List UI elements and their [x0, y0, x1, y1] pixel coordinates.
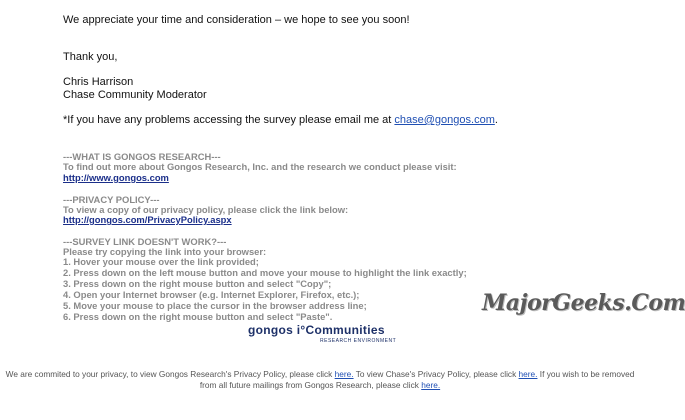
gongos-privacy-link[interactable]: here.: [334, 369, 354, 379]
gongos-website-link[interactable]: http://www.gongos.com: [63, 172, 169, 183]
signature-name: Chris Harrison: [63, 76, 134, 88]
logo-tagline: RESEARCH ENVIRONMENT: [320, 338, 397, 344]
footer-part1: We are commited to your privacy, to view Gongos Research's Privacy Policy, please click: [5, 369, 333, 379]
survey-step: 3. Press down on the right mouse button and select "Copy";: [63, 278, 332, 289]
gongos-logo: [248, 323, 397, 344]
privacy-text: To view a copy of our privacy policy, please click the link below:: [63, 204, 349, 215]
problem-line: [63, 114, 498, 126]
logo-name: gongos i°Communities: [248, 323, 385, 337]
survey-step: 6. Press down on the right mouse button and select "Paste".: [63, 311, 333, 322]
footer-text: [0, 369, 640, 391]
problem-end: .: [494, 114, 498, 126]
survey-step: 4. Open your Internet browser (e.g. Internet Explorer, Firefox, etc.);: [63, 289, 360, 300]
privacy-policy-link[interactable]: http://gongos.com/PrivacyPolicy.aspx: [63, 214, 232, 225]
survey-header: ---SURVEY LINK DOESN'T WORK?---: [63, 236, 227, 247]
privacy-header: ---PRIVACY POLICY---: [63, 194, 160, 205]
research-header: ---WHAT IS GONGOS RESEARCH---: [63, 151, 221, 162]
thanks-text: Thank you,: [63, 51, 118, 63]
unsubscribe-link[interactable]: here.: [421, 380, 441, 390]
signature-title: Chase Community Moderator: [63, 89, 207, 101]
chase-privacy-link[interactable]: here.: [518, 369, 538, 379]
footer-part3: If you wish to be removed from all future mailings from Gongos Research, please click: [199, 369, 635, 390]
survey-steps-list: [63, 256, 467, 322]
majorgeeks-watermark: MajorGeeks.Com: [482, 290, 685, 316]
appreciation-text: We appreciate your time and consideration – we hope to see you soon!: [63, 14, 410, 26]
moderator-email-link[interactable]: chase@gongos.com: [394, 114, 495, 126]
problem-text: *If you have any problems accessing the survey please email me at: [63, 114, 392, 126]
survey-step: 5. Move your mouse to place the cursor in the browser address line;: [63, 300, 367, 311]
research-text: To find out more about Gongos Research, Inc. and the research we conduct please visit:: [63, 161, 457, 172]
survey-step: 1. Hover your mouse over the link provided;: [63, 256, 259, 267]
survey-intro: Please try copying the link into your browser:: [63, 246, 267, 257]
survey-step: 2. Press down on the left mouse button and move your mouse to highlight the link exactly;: [63, 267, 467, 278]
footer-part2: To view Chase's Privacy Policy, please click: [355, 369, 517, 379]
